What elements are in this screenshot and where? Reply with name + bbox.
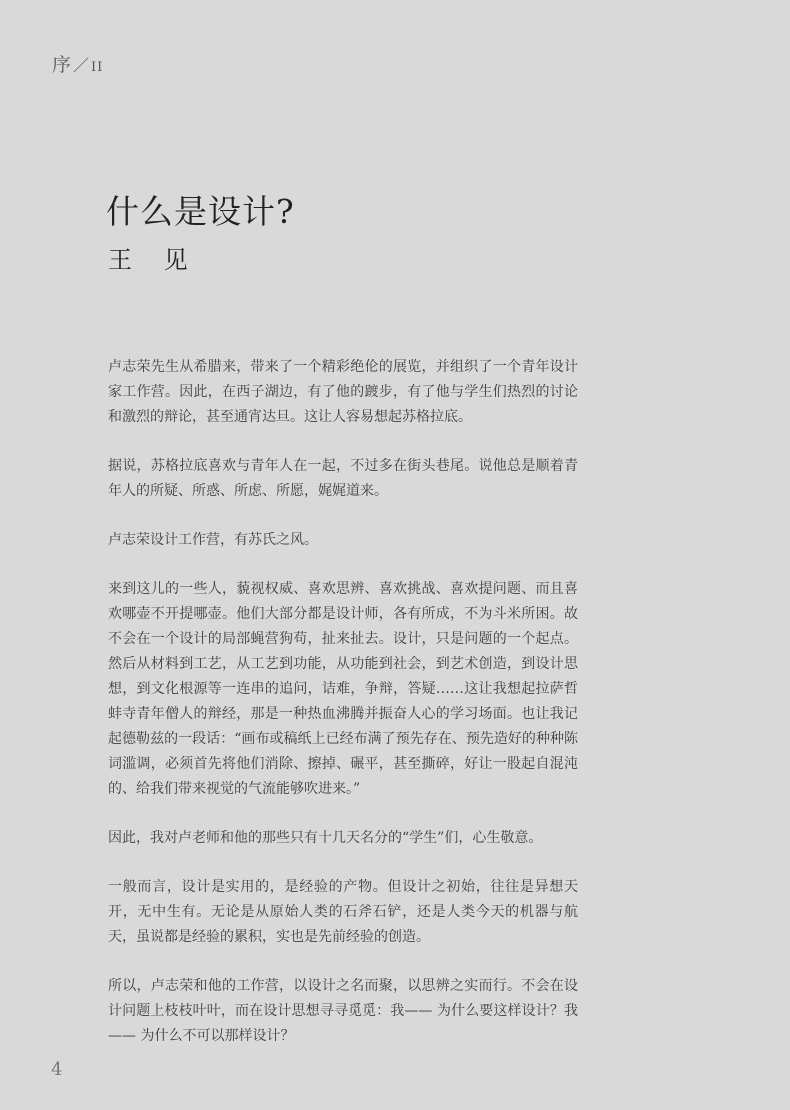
article-title: 什么是设计? xyxy=(106,192,295,231)
body-paragraph: 一般而言，设计是实用的，是经验的产物。但设计之初始，往往是异想天开，无中生有。无论是从原始人类的石斧石铲，还是人类今天的机器与航天，虽说都是经验的累积，实也是先前经验的创造。 xyxy=(108,879,578,945)
body-paragraph: 据说，苏格拉底喜欢与青年人在一起，不过多在街头巷尾。说他总是顺着青年人的所疑、所惑、所虑、所愿，娓娓道来。 xyxy=(108,458,578,499)
header-separator: ／ xyxy=(73,56,91,75)
body-paragraph: 因此，我对卢老师和他的那些只有十几天名分的“学生”们，心生敬意。 xyxy=(108,830,543,846)
running-header xyxy=(52,50,103,77)
article-author: 王 见 xyxy=(108,246,200,274)
body-paragraph: 所以，卢志荣和他的工作营，以设计之名而聚，以思辨之实而行。不会在设计问题上枝枝叶叶，而在设计思想寻寻觅觅：我—— 为什么要这样设计？我—— 为什么不可以那样设计？ xyxy=(108,978,578,1044)
body-paragraph: 来到这儿的一些人，藐视权威、喜欢思辨、喜欢挑战、喜欢提问题、而且喜欢哪壶不开提哪壶。他们大部分都是设计师，各有所成，不为斗米所困。故不会在一个设计的局部蝇营狗苟，扯来扯去。设计，只是问题的一个起点。然后从材料到工艺，从工艺到功能，从功能到社会，到艺术创造，到设计思想，到文化根源等一连串的追问，诘难，争辩，答疑……这让我想起拉萨哲蚌寺青年僧人的辩经，那是一种热血沸腾并振奋人心的学习场面。也让我记起德勒兹的一段话：“画布或稿纸上已经布满了预先存在、预先造好的种种陈词滥调，必须首先将他们消除、擦掉、碾平，甚至撕碎，好让一股起自混沌的、给我们带来视觉的气流能够吹进来。” xyxy=(108,581,578,797)
body-paragraph: 卢志荣设计工作营，有苏氏之风。 xyxy=(108,532,318,548)
article-body xyxy=(108,355,578,1073)
page-number: 4 xyxy=(51,1059,63,1080)
body-paragraph: 卢志荣先生从希腊来，带来了一个精彩绝伦的展览，并组织了一个青年设计家工作营。因此，在西子湖边，有了他的踱步，有了他与学生们热烈的讨论和激烈的辩论，甚至通宵达旦。这让人容易想起苏格拉底。 xyxy=(108,359,578,425)
section-label: 序 xyxy=(52,54,73,76)
section-roman-numeral: II xyxy=(91,60,104,75)
